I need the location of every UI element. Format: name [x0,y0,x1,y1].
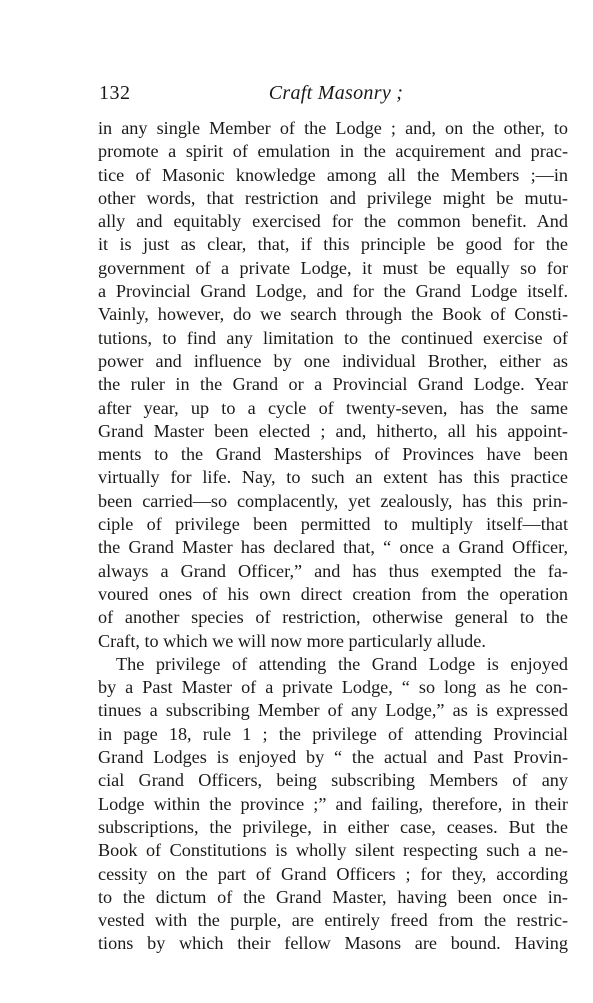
text-line: virtually for life. Nay, to such an extent has this practice [98,467,568,488]
text-line: Grand Master been elected ; and, hitherto, all his appoint- [98,420,568,441]
text-line: it is just as clear, that, if this principle be good for the [98,234,568,255]
text-line: to the dictum of the Grand Master, having been once in- [98,886,568,907]
text-line: voured ones of his own direct creation from the operation [98,583,568,604]
text-line: cessity on the part of Grand Officers ; for they, according [98,863,568,884]
text-line: Lodge within the province ;” and failing, therefore, in their [98,793,568,814]
text-line: Vainly, however, do we search through the Book of Consti- [98,304,568,325]
text-line: in any single Member of the Lodge ; and, on the other, to [98,118,568,138]
text-line: the Grand Master has declared that, “ once a Grand Officer, [98,537,568,558]
text-line: Grand Lodges is enjoyed by “ the actual and Past Provin- [98,747,568,768]
running-head: Craft Masonry ; [268,82,404,104]
text-line: promote a spirit of emulation in the acquirement and prac- [98,141,568,162]
text-line: the ruler in the Grand or a Provincial Grand Lodge. Year [98,374,568,395]
text-line: subscriptions, the privilege, in either case, ceases. But the [98,816,568,837]
text-line: ally and equitably exercised for the common benefit. And [98,211,568,232]
paragraph-start-line: The privilege of attending the Grand Lodge is enjoyed [116,653,568,674]
text-line: Book of Constitutions is wholly silent respecting such a ne- [98,840,568,861]
text-line: a Provincial Grand Lodge, and for the Grand Lodge itself. [98,281,568,302]
text-line: vested with the purple, are entirely freed from the restric- [98,910,568,931]
text-line: government of a private Lodge, it must be equally so for [98,257,568,278]
page-header [96,78,570,108]
body-text [98,117,568,956]
text-line: ciple of privilege been permitted to multiply itself—that [98,514,568,535]
text-line: tice of Masonic knowledge among all the Members ;—in [98,164,568,185]
page-number: 132 [99,82,131,104]
text-line: power and influence by one individual Brother, either as [98,350,568,371]
text-line: tinues a subscribing Member of any Lodge,” as is expressed [98,700,568,721]
text-line: other words, that restriction and privilege might be mutu- [98,187,568,208]
text-line: by a Past Master of a private Lodge, “ so long as he con- [98,677,568,698]
text-line: ments to the Grand Masterships of Provinces have been [98,444,568,465]
text-line: of another species of restriction, otherwise general to the [98,607,568,628]
text-line: tions by which their fellow Masons are bound. Having [98,933,568,954]
text-line: always a Grand Officer,” and has thus exempted the fa- [98,560,568,581]
text-line: tutions, to find any limitation to the continued exercise of [98,327,568,348]
text-line: been carried—so complacently, yet zealously, has this prin- [98,490,568,511]
text-line: after year, up to a cycle of twenty-seven, has the same [98,397,568,418]
text-line: Craft, to which we will now more particularly allude. [98,630,486,651]
text-line: in page 18, rule 1 ; the privilege of attending Provincial [98,723,568,744]
text-line: cial Grand Officers, being subscribing Members of any [98,770,568,791]
